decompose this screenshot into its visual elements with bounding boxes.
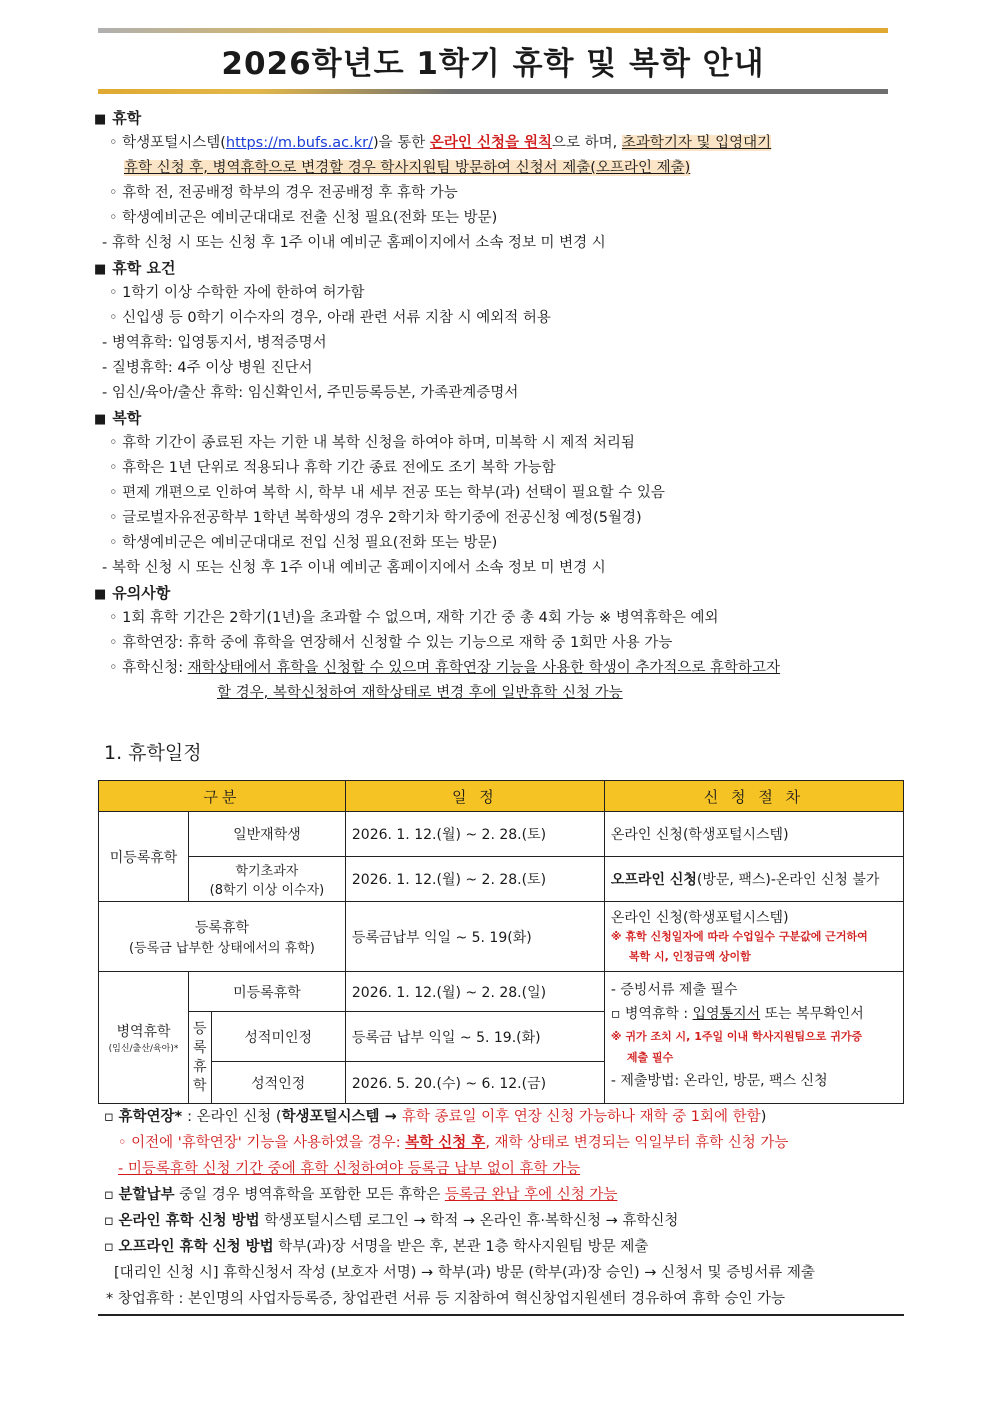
- row-date: 2026. 1. 12.(월) ~ 2. 28.(일): [345, 972, 604, 1012]
- table-header-row: [99, 781, 904, 812]
- note-item: ▫ 오프라인 휴학 신청 방법 학부(과)장 서명을 받은 후, 본관 1층 학사지원팀 방문 제출: [104, 1239, 649, 1255]
- row-date: 2026. 1. 12.(월) ~ 2. 28.(토): [345, 812, 604, 857]
- caution-item: ◦ 휴학신청: 재학상태에서 휴학을 신청할 수 있으며 휴학연장 기능을 사용한 학생이 추가적으로 휴학하고자: [109, 660, 781, 676]
- section-title: 1. 휴학일정: [104, 742, 202, 764]
- table-row: [99, 972, 904, 1012]
- caution-heading: ■ 유의사항: [94, 584, 171, 602]
- note-item: * 창업휴학 : 본인명의 사업자등록증, 창업관련 서류 등 지참하여 혁신창업지원센터 경유하여 휴학 승인 가능: [106, 1291, 785, 1307]
- row-sub: 성적인정: [211, 1062, 345, 1104]
- req-item: - 질병휴학: 4주 이상 병원 진단서: [102, 360, 313, 376]
- req-item: - 임신/육아/출산 휴학: 임신확인서, 주민등록등본, 가족관계증명서: [102, 385, 519, 401]
- return-item: ◦ 글로벌자유전공학부 1학년 복학생의 경우 2학기차 학기중에 전공신청 예정(5월경): [109, 510, 642, 526]
- req-item: ◦ 신입생 등 0학기 이수자의 경우, 아래 관련 서류 지참 시 예외적 허용: [109, 310, 551, 326]
- row-sub: 등록휴학 (등록금 납부한 상태에서의 휴학): [99, 902, 346, 972]
- req-item: ◦ 1학기 이상 수학한 자에 한하여 허가함: [109, 285, 365, 301]
- title-block: [98, 28, 888, 94]
- caution-item: ◦ 휴학연장: 휴학 중에 휴학을 연장해서 신청할 수 있는 기능으로 재학 중 1회만 사용 가능: [109, 635, 673, 651]
- leave-heading: ■ 휴학: [94, 109, 142, 127]
- leave-item-cont: 휴학 신청 후, 병역휴학으로 변경할 경우 학사지원팀 방문하여 신청서 제출(오프라인 제출): [124, 160, 691, 176]
- return-heading: ■ 복학: [94, 409, 142, 427]
- table-row: [99, 902, 904, 972]
- reg-leave-vertical: 등 록 휴 학: [189, 1012, 212, 1104]
- table-row: [99, 812, 904, 857]
- schedule-table: [98, 780, 904, 1104]
- row-date: 2026. 5. 20.(수) ~ 6. 12.(금): [345, 1062, 604, 1104]
- row-proc: 온라인 신청(학생포털시스템): [604, 812, 903, 857]
- return-item: ◦ 학생예비군은 예비군대대로 전입 신청 필요(전화 또는 방문): [109, 535, 498, 551]
- note-item: ▫ 휴학연장* : 온라인 신청 (학생포털시스템 → 휴학 종료일 이후 연장 신청 가능하나 재학 중 1회에 한함): [104, 1109, 767, 1125]
- caution-item: ◦ 1회 휴학 기간은 2학기(1년)을 초과할 수 없으며, 재학 기간 중 총 4회 가능 ※ 병역휴학은 예외: [109, 610, 719, 626]
- military-procedure: - 증빙서류 제출 필수 ▫ 병역휴학 : 입영통지서 또는 복무확인서 ※ 귀가 조치 시, 1주일 이내 학사지원팀으로 귀가증 제출 필수 - 제출방법: 온라인, 방문, 팩스 신청: [604, 972, 903, 1104]
- leave-item: - 휴학 신청 시 또는 신청 후 1주 이내 예비군 홈페이지에서 소속 정보 미 변경 시: [102, 235, 606, 251]
- leave-item: ◦ 휴학 전, 전공배정 학부의 경우 전공배정 후 휴학 가능: [109, 185, 458, 201]
- row-proc: 오프라인 신청(방문, 팩스)-온라인 신청 불가: [604, 857, 903, 902]
- page-title: 2026학년도 1학기 휴학 및 복학 안내: [221, 46, 765, 82]
- note-item: ▫ 온라인 휴학 신청 방법 학생포털시스템 로그인 → 학적 → 온라인 휴·복학신청 → 휴학신청: [104, 1213, 679, 1229]
- header-category: 구분: [99, 781, 346, 812]
- portal-link[interactable]: https://m.bufs.ac.kr/: [225, 135, 373, 151]
- return-item: ◦ 편제 개편으로 인하여 복학 시, 학부 내 세부 전공 또는 학부(과) 선택이 필요할 수 있음: [109, 485, 665, 501]
- bottom-rule: [98, 1314, 904, 1316]
- return-item: - 복학 신청 시 또는 신청 후 1주 이내 예비군 홈페이지에서 소속 정보 미 변경 시: [102, 560, 606, 576]
- caution-item-cont: 할 경우, 복학신청하여 재학상태로 변경 후에 일반휴학 신청 가능: [217, 685, 623, 701]
- intro-sections: [94, 106, 904, 706]
- military-cell: 병역휴학 (임신/출산/육아)*: [99, 972, 189, 1104]
- row-date: 등록금 납부 익일 ~ 5. 19.(화): [345, 1012, 604, 1062]
- table-row: [99, 857, 904, 902]
- notes-block: [104, 1104, 904, 1312]
- title-bottom-rule: [98, 89, 888, 94]
- row-note: ※ 휴학 신청일자에 따라 수업일수 구분값에 근거하여: [610, 929, 868, 943]
- row-date: 등록금납부 익일 ~ 5. 19(화): [345, 902, 604, 972]
- req-item: - 병역휴학: 입영통지서, 병적증명서: [102, 335, 327, 351]
- note-item: ◦ 이전에 '휴학연장' 기능을 사용하였을 경우: 복학 신청 후, 재학 상태로 변경되는 익일부터 휴학 신청 가능: [118, 1135, 789, 1151]
- return-item: ◦ 휴학 기간이 종료된 자는 기한 내 복학 신청을 하여야 하며, 미복학 시 제적 처리됨: [109, 435, 635, 451]
- row-sub: 미등록휴학: [189, 972, 346, 1012]
- row-sub: 학기초과자 (8학기 이상 이수자): [189, 857, 346, 902]
- header-schedule: 일 정: [345, 781, 604, 812]
- unreg-cell: 미등록휴학: [99, 812, 189, 902]
- req-heading: ■ 휴학 요건: [94, 259, 176, 277]
- return-item: ◦ 휴학은 1년 단위로 적용되나 휴학 기간 종료 전에도 조기 복학 가능함: [109, 460, 556, 476]
- row-date: 2026. 1. 12.(월) ~ 2. 28.(토): [345, 857, 604, 902]
- note-item: ▫ 분할납부 중일 경우 병역휴학을 포함한 모든 휴학은 등록금 완납 후에 신청 가능: [104, 1187, 618, 1203]
- note-item: [대리인 신청 시] 휴학신청서 작성 (보호자 서명) → 학부(과) 방문 (학부(과)장 승인) → 신청서 및 증빙서류 제출: [114, 1265, 815, 1281]
- leave-item: ◦ 학생포털시스템(https://m.bufs.ac.kr/)을 통한 온라인 신청을 원칙으로 하며, 초과학기자 및 입영대기: [109, 135, 772, 151]
- header-procedure: 신 청 절 차: [604, 781, 903, 812]
- row-sub: 성적미인정: [211, 1012, 345, 1062]
- note-item: - 미등록휴학 신청 기간 중에 휴학 신청하여야 등록금 납부 없이 휴학 가능: [118, 1161, 581, 1177]
- leave-item: ◦ 학생예비군은 예비군대대로 전출 신청 필요(전화 또는 방문): [109, 210, 498, 226]
- row-sub: 일반재학생: [189, 812, 346, 857]
- row-proc: 온라인 신청(학생포털시스템) ※ 휴학 신청일자에 따라 수업일수 구분값에 근거하여 복학 시, 인정금액 상이함: [604, 902, 903, 972]
